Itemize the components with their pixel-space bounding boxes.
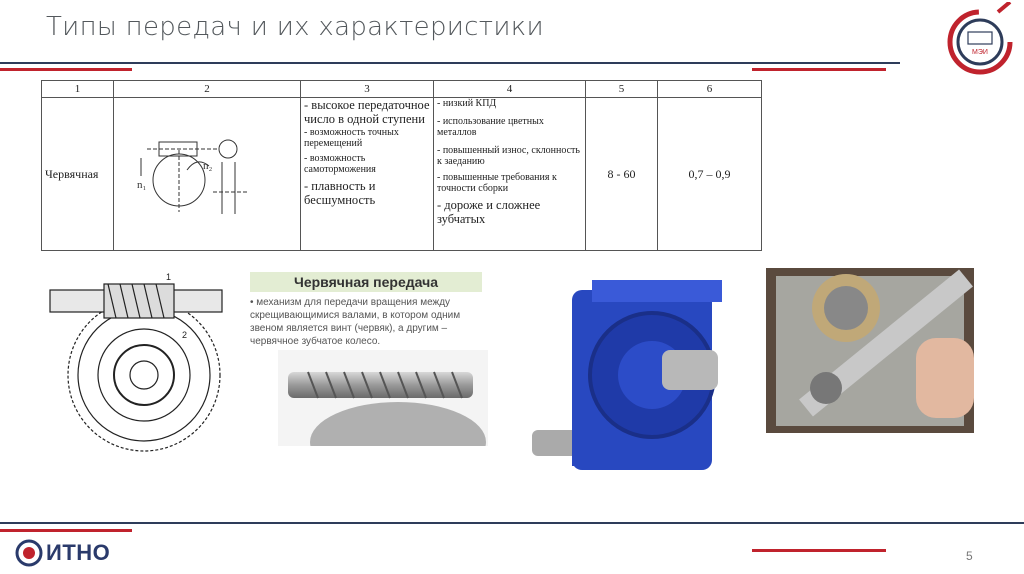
header-cell: 2 xyxy=(114,81,301,98)
label-n1: n₁ xyxy=(137,178,147,191)
page-number: 5 xyxy=(966,549,973,563)
efficiency-cell: 0,7 – 0,9 xyxy=(658,98,762,251)
card-description: механизм для передачи вращения между скрещивающимися валами, в котором одним звеном является винт (червяк), а другим – червячное зубчатое колесо. xyxy=(250,297,461,347)
itno-logo-icon xyxy=(14,538,44,568)
mei-logo-text: МЭИ xyxy=(972,49,988,56)
header-cell: 4 xyxy=(434,81,586,98)
accent-line-bottom-right xyxy=(752,549,886,552)
disadvantage-item: - дороже и сложнее зубчатых xyxy=(437,197,541,226)
mei-logo xyxy=(940,2,1020,82)
row-name: Червячная xyxy=(42,98,114,251)
disadvantages-cell xyxy=(434,98,586,251)
worm-render xyxy=(278,350,488,446)
header-cell: 6 xyxy=(658,81,762,98)
table-header-row xyxy=(42,81,762,98)
label-1: 1 xyxy=(166,272,172,282)
gear-photo xyxy=(766,268,974,433)
card-text xyxy=(250,296,482,348)
disadvantage-item: - повышенные требования к точности сборки xyxy=(437,171,557,194)
header-cell: 1 xyxy=(42,81,114,98)
accent-line-right xyxy=(752,68,886,71)
itno-logo-text: ИТНО xyxy=(46,540,111,565)
slide-title: Типы передач и их характеристики xyxy=(46,12,544,42)
disadvantage-item: - использование цветных металлов xyxy=(437,115,544,138)
advantages-cell xyxy=(301,98,434,251)
bottom-divider xyxy=(0,522,1024,524)
ratio-cell: 8 - 60 xyxy=(586,98,658,251)
top-divider xyxy=(0,62,900,64)
gearbox-image xyxy=(532,280,742,490)
schematic-cell xyxy=(114,98,301,251)
accent-line-bottom-left xyxy=(0,529,132,532)
header-cell: 5 xyxy=(586,81,658,98)
accent-line-left xyxy=(0,68,132,71)
label-n2: n₂ xyxy=(203,159,213,172)
worm-gear-schematic xyxy=(117,122,297,222)
advantage-item: - высокое передаточное число в одной ступени xyxy=(304,98,430,127)
disadvantage-item: - повышенный износ, склонность к заеданию xyxy=(437,144,580,167)
card-heading: Червячная передача xyxy=(250,272,482,292)
disadvantage-item: - низкий КПД xyxy=(437,98,497,109)
bullet-icon: • xyxy=(250,297,257,308)
advantage-item: - плавность и бесшумность xyxy=(304,178,376,208)
characteristics-table xyxy=(41,80,762,251)
worm-gear-drawing xyxy=(44,270,234,455)
label-2: 2 xyxy=(182,330,188,340)
header-cell: 3 xyxy=(301,81,434,98)
advantage-item: - возможность самоторможения xyxy=(304,152,376,176)
advantage-item: - возможность точных перемещений xyxy=(304,126,399,150)
table-row xyxy=(42,98,762,251)
